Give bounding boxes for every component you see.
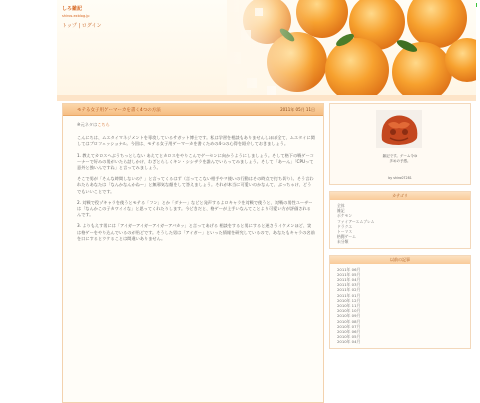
- archive-item[interactable]: 2011年 03月: [337, 282, 361, 288]
- profile-box: [329, 103, 471, 185]
- archive-item[interactable]: 2011年 06月: [337, 266, 361, 272]
- archive-item[interactable]: 2011年 02月: [337, 287, 361, 293]
- archive-list: [330, 264, 470, 348]
- profile-avatar[interactable]: [376, 110, 422, 148]
- source-note: [77, 122, 315, 128]
- archive-item[interactable]: 2011年 05月: [337, 271, 361, 277]
- sidebar: [329, 103, 471, 403]
- post-body: [63, 116, 323, 242]
- category-box: [329, 191, 471, 249]
- post-paragraph: 3. よりもえす男には「アイガーアイガーアイガーアバカッ」と言ってあげる 相談をすると男にすると迷さうイケメンほど、実は格ゲーをやり込んでいるのが殆どです。そうした男は「アイガー」といった情報を研究しているので、あなたもキャラの名前を口にするとウケることは間違いありません。: [77, 223, 315, 241]
- profile-username[interactable]: shiro07281: [393, 176, 412, 180]
- by-label: by: [388, 176, 393, 180]
- category-item[interactable]: ドラクエ: [337, 223, 353, 229]
- category-item[interactable]: 格闘ゲーム: [337, 234, 356, 240]
- archive-item[interactable]: 2010年 05月: [337, 334, 361, 340]
- category-item[interactable]: ポケモン: [337, 213, 353, 219]
- category-item[interactable]: 全体: [337, 203, 345, 208]
- post-paragraph: 1. 教えてカロスヘぶうちっとしない あえてとカロスをやりこんでゲーセンに向かうようにしましょう。そして格下の戦ゲーコーナーで好みの男がいたら話しかけ、わざとらしくキン・シシザラを誰んでいらってみましょう。そして「あ〜ん」「CPUって意外と強いんですね」と言ってみましょう。: [77, 152, 314, 171]
- category-item[interactable]: ファイアーエムブレム: [337, 218, 375, 224]
- category-item[interactable]: トーマス: [337, 229, 353, 235]
- archive-item[interactable]: 2010年 09月: [337, 313, 361, 319]
- header-divider-bar: [57, 95, 476, 101]
- archive-item[interactable]: 2010年 04月: [337, 339, 361, 345]
- archive-item[interactable]: 2010年 12月: [337, 297, 361, 303]
- blog-url[interactable]: shiros.exblog.jp: [62, 14, 90, 18]
- category-item[interactable]: 未分類: [337, 239, 349, 245]
- post-title[interactable]: モテる女子用ゲーマーカを書く4つの方法: [77, 108, 161, 113]
- archive-heading: 以前の記事: [330, 256, 470, 264]
- category-item[interactable]: 雑記: [337, 208, 345, 214]
- archive-item[interactable]: 2010年 08月: [337, 318, 361, 324]
- nav-separator: |: [78, 23, 81, 29]
- profile-caption: [330, 154, 470, 164]
- archive-item[interactable]: 2011年 04月: [337, 277, 361, 283]
- blog-name[interactable]: しろ雑記: [62, 6, 83, 12]
- archive-item[interactable]: 2010年 10月: [337, 308, 361, 314]
- post-paragraph: こんにちは、ムエタイマネジメントを専攻しているサガット博士です。私は学習を相談もありませんしほぼ全て、ムエタイに関してはプロフェッショナル。今回は、モテる女子用ゲーマーカを書くための4つの心得を紹介しておきましょう。: [77, 135, 315, 147]
- archive-item[interactable]: 2010年 11月: [337, 303, 361, 309]
- post-paragraph: そこで男が「そんな時間しないの？」と言ってくるはず（言ってこない相手やヲ使いの行動はその時点で打ち切り）。そう言われたらあなたは「なんかなんかね〜」と無邪気な顔をして答えましょう。それが本当に可愛いのかなんて、ぶっちゃけ、どうでもいいことです。: [77, 176, 314, 194]
- post-date: 2011年 05月 11日: [280, 107, 315, 112]
- archive-item[interactable]: 2010年 06月: [337, 329, 361, 335]
- category-heading: カテゴリ: [330, 192, 470, 200]
- source-note-prefix: ※元ネタは: [77, 122, 98, 127]
- category-list: [330, 200, 470, 248]
- top-nav: [62, 22, 102, 29]
- nav-login-link[interactable]: ログイン: [81, 23, 102, 29]
- profile-user: [330, 176, 470, 180]
- archive-item[interactable]: 2010年 07月: [337, 323, 361, 329]
- blog-page: [57, 0, 476, 403]
- post-header: [63, 104, 323, 116]
- post-paragraph: 2. 対戦で役ゾキャラを使うとモテる「フン」とか「ダナー」などと発声するよロキャラを対戦で使うと、対戦の男性ユーザーは「なんかこの子カワイイな」と思ってくれたりします。今どきだと、格ゲーが上手いなんてことより可愛い方が評価されるんです。: [77, 199, 313, 218]
- source-link[interactable]: こちら: [97, 122, 110, 127]
- nav-top-link[interactable]: トップ: [62, 23, 77, 29]
- profile-caption-line: 雑記です。ゲーム今ゆ: [382, 154, 418, 158]
- archive-item[interactable]: 2011年 01月: [337, 292, 361, 298]
- oranges-header-image: [227, 0, 476, 95]
- blog-header: [57, 0, 476, 95]
- archive-box: [329, 255, 471, 349]
- post-area: [62, 103, 324, 403]
- profile-caption-line: 多めの予感。: [389, 159, 411, 163]
